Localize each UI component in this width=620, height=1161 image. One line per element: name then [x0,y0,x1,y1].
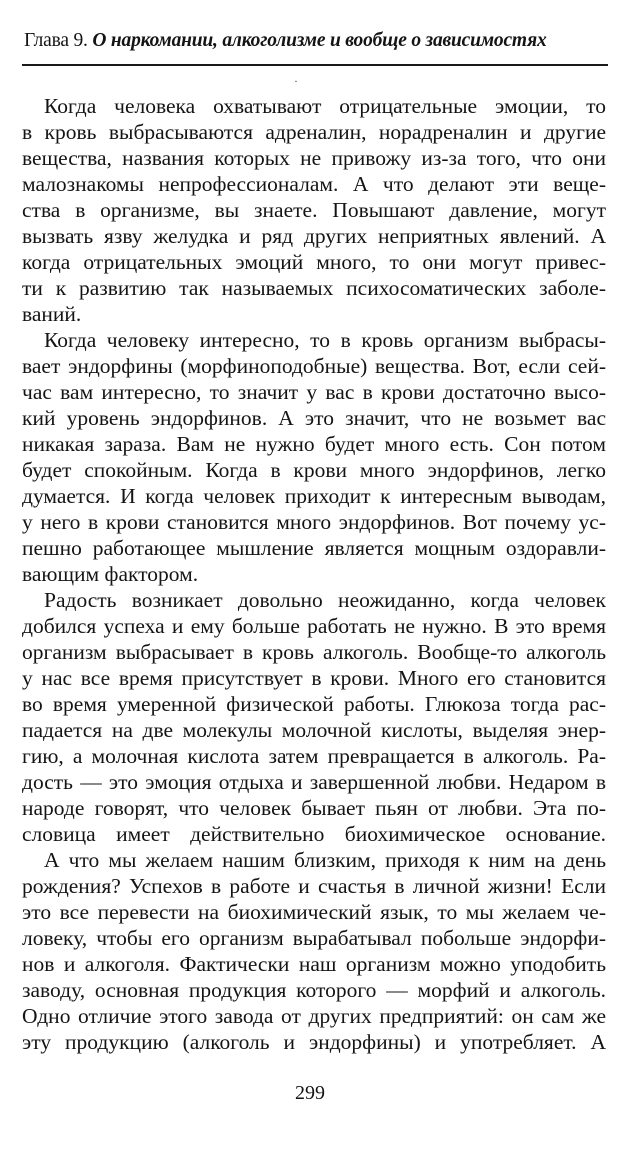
text-line: народе говорят, что человек бывает пьян от любви. Эта по- [22,796,606,820]
text-line: ловеку, чтобы его организм вырабатывал побольше эндорфи- [22,926,606,950]
text-line: когда отрицательных эмоций много, то они могут привес- [22,250,606,274]
text-line: Когда человеку интересно, то в кровь организм выбрасы- [44,328,606,352]
text-line: вещества, названия которых не привожу из-за того, что они [22,146,606,170]
text-line: никакая зараза. Вам не нужно будет много есть. Сон потом [22,432,606,456]
text-line: А что мы желаем нашим близким, приходя к ним на день [44,848,606,872]
text-line: Радость возникает довольно неожиданно, когда человек [44,588,606,612]
text-line: ваний. [22,302,82,326]
text-line: во время умеренной физической работы. Глюкоза тогда рас- [22,692,606,716]
text-line: вает эндорфины (морфиноподобные) вещества. Вот, если сей- [22,354,606,378]
text-line: час вам интересно, то значит у вас в крови достаточно высо- [22,380,606,404]
text-line: нов и алкоголя. Фактически наш организм можно уподобить [22,952,606,976]
text-line: ства в организме, вы знаете. Повышают давление, могут [22,198,606,222]
text-line: в кровь выбрасываются адреналин, норадреналин и другие [22,120,606,144]
text-line: Одно отличие этого завода от других предприятий: он сам же [22,1004,606,1028]
text-line: Когда человека охватывают отрицательные эмоции, то [44,94,606,118]
text-line: вающим фактором. [22,562,199,586]
text-line: вызвать язву желудка и ряд других неприятных явлений. А [22,224,606,248]
header-rule [22,64,608,66]
text-line: заводу, основная продукция которого — морфий и алкоголь. [22,978,606,1002]
text-line: малознакомы непрофессионалам. А что делают эти веще- [22,172,606,196]
text-line: словица имеет действительно биохимическое основание. [22,822,606,846]
chapter-title: О наркомании, алкоголизме и вообще о зависимостях [92,30,547,51]
text-line: эту продукцию (алкоголь и эндорфины) и употребляет. А [22,1030,606,1054]
text-line: это все перевести на биохимический язык, то мы желаем че- [22,900,606,924]
text-line: добился успеха и ему больше работать не нужно. В это время [22,614,606,638]
text-line: пешно работающее мышление является мощным оздоравли- [22,536,606,560]
text-line: гию, а молочная кислота затем превращается в алкоголь. Ра- [22,744,606,768]
chapter-label: Глава 9. [24,30,93,51]
text-line: организм выбрасывает в кровь алкоголь. Вообще-то алкоголь [22,640,606,664]
page-number: 299 [295,1082,325,1104]
text-line: будет спокойным. Когда в крови много эндорфинов, легко [22,458,606,482]
text-line: у нас все время присутствует в крови. Много его становится [22,666,606,690]
text-line: рождения? Успехов в работе и счастья в личной жизни! Если [22,874,606,898]
print-mark: · [294,74,298,88]
text-line: ти к развитию так называемых психосоматических заболе- [22,276,606,300]
text-line: думается. И когда человек приходит к интересным выводам, [22,484,606,508]
running-header [24,30,606,52]
text-line: у него в крови становится много эндорфинов. Вот почему ус- [22,510,606,534]
text-line: дость — это эмоция отдыха и завершенной любви. Недаром в [22,770,606,794]
text-line: кий уровень эндорфинов. А это значит, что не возьмет вас [22,406,606,430]
text-line: падается на две молекулы молочной кислоты, выделяя энер- [22,718,606,742]
